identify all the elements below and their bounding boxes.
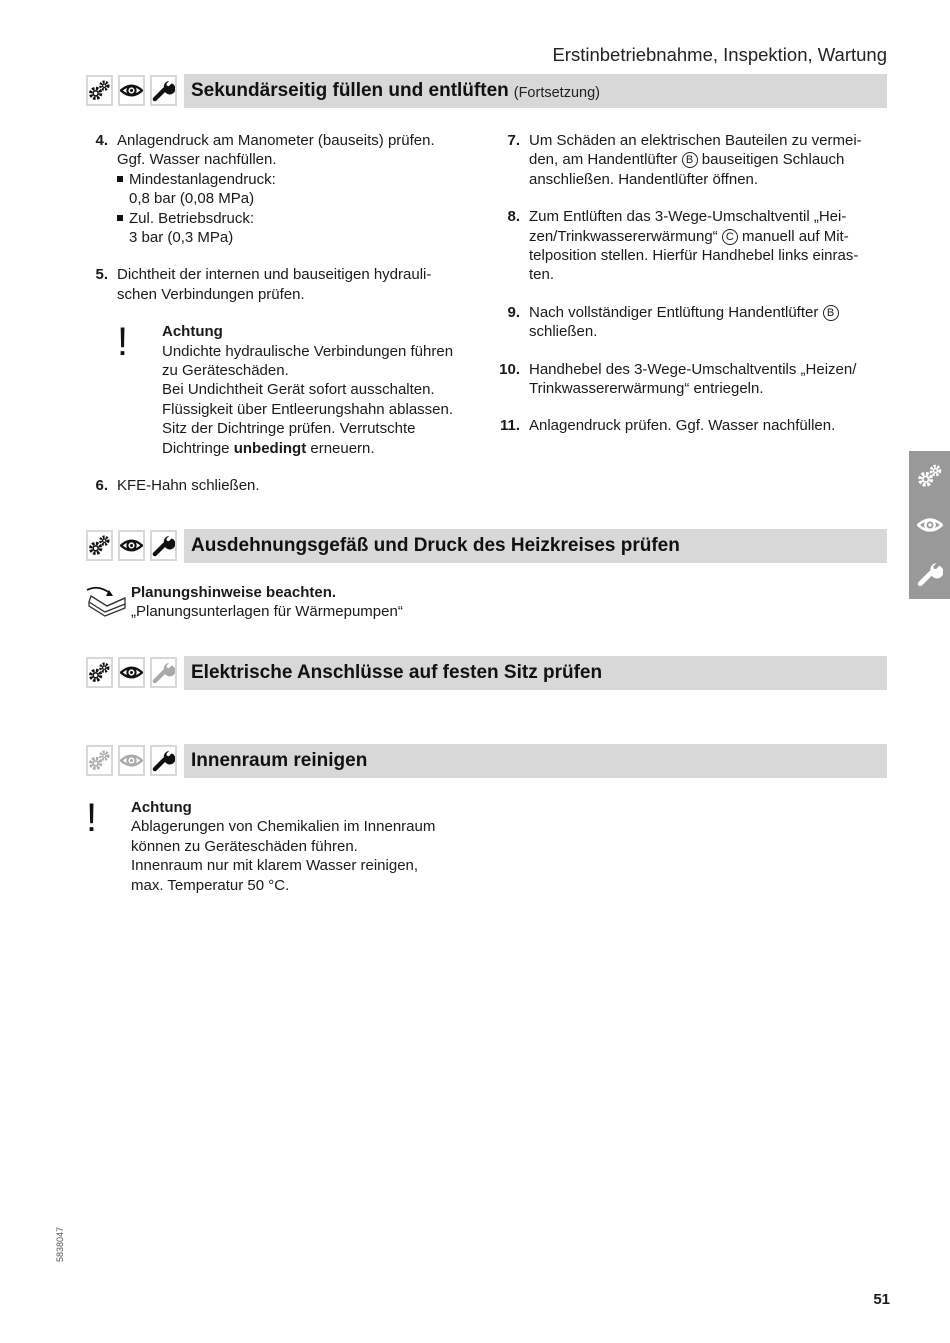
maintenance-icon-dimmed — [150, 657, 177, 688]
inspection-icon — [917, 512, 943, 538]
step-number: 5. — [95, 266, 108, 284]
step-8 — [498, 207, 893, 285]
step-6 — [86, 476, 486, 495]
maintenance-icon — [150, 75, 177, 106]
step-number: 6. — [95, 477, 108, 495]
section-icons — [86, 530, 177, 561]
step-text: Handhebel des 3-Wege-Umschaltventils „Heizen/ — [529, 360, 857, 378]
step-text — [529, 227, 858, 246]
ref-letter-b: B — [682, 152, 698, 168]
left-column — [86, 131, 486, 496]
maintenance-icon — [917, 561, 943, 587]
warning-line — [162, 439, 453, 458]
commissioning-icon — [917, 463, 943, 489]
step-9 — [498, 303, 893, 342]
step-5 — [86, 265, 486, 304]
page-number: 51 — [873, 1291, 890, 1308]
section-subtitle: (Fortsetzung) — [513, 84, 600, 101]
step-text: Ggf. Wasser nachfüllen. — [117, 151, 277, 169]
bullet-item — [117, 209, 435, 248]
step-text-part: bauseitigen Schlauch — [697, 151, 845, 169]
warning-line: können zu Geräteschäden führen. — [131, 837, 358, 855]
warning-mark-icon: ! — [117, 320, 129, 365]
planning-note-title: Planungshinweise beachten. — [131, 584, 337, 601]
step-text — [529, 303, 839, 322]
step-number: 4. — [95, 132, 108, 149]
section-title-bar — [184, 744, 887, 778]
planning-note-text: „Planungsunterlagen für Wärmepumpen“ — [131, 603, 403, 621]
step-number: 11. — [499, 417, 520, 435]
warning-line: max. Temperatur 50 °C. — [131, 876, 290, 894]
commissioning-icon — [86, 75, 113, 106]
section-title: Elektrische Anschlüsse auf festen Sitz prüfen — [191, 662, 603, 683]
step-text — [529, 150, 862, 169]
warning-text: erneuern. — [306, 439, 375, 457]
step-number: 7. — [507, 132, 520, 149]
bullet-square — [117, 215, 123, 221]
section-title-bar — [184, 74, 887, 108]
step-text-part: manuell auf Mit- — [737, 227, 849, 245]
step-text: Anlagendruck prüfen. Ggf. Wasser nachfüllen. — [529, 417, 836, 435]
step-text: Zum Entlüften das 3-Wege-Umschaltventil „Hei- — [529, 208, 847, 226]
inspection-icon-dimmed — [118, 745, 145, 776]
chapter-side-tab — [909, 451, 950, 599]
bullet-label: Mindestanlagendruck: — [129, 170, 276, 188]
inspection-icon — [118, 75, 145, 106]
step-text: KFE-Hahn schließen. — [117, 477, 260, 495]
section-title: Sekundärseitig füllen und entlüften — [191, 80, 509, 101]
section-icons — [86, 745, 177, 776]
warning-line: Sitz der Dichtringe prüfen. Verrutschte — [162, 420, 416, 438]
warning-line: zu Geräteschäden. — [162, 362, 289, 380]
warning-text: Dichtringe — [162, 439, 234, 457]
section-title: Ausdehnungsgefäß und Druck des Heizkreises prüfen — [191, 535, 680, 556]
inspection-icon — [118, 657, 145, 688]
bullet-value: 3 bar (0,3 MPa) — [129, 229, 234, 247]
book-pointer-icon — [85, 584, 129, 618]
step-text: Um Schäden an elektrischen Bauteilen zu vermei- — [529, 132, 862, 149]
step-text: anschließen. Handentlüfter öffnen. — [529, 170, 759, 188]
section-icons — [86, 75, 177, 106]
warning-title: Achtung — [131, 799, 192, 816]
warning-line: Undichte hydraulische Verbindungen führen — [162, 342, 454, 360]
step-text: Dichtheit der internen und bauseitigen hydrauli- — [117, 266, 432, 284]
maintenance-icon — [150, 745, 177, 776]
step-text: Anlagendruck am Manometer (bauseits) prüfen. — [117, 132, 435, 149]
step-text-part: zen/Trinkwassererwärmung“ — [529, 227, 722, 245]
warning-line: Flüssigkeit über Entleerungshahn ablassen. — [162, 400, 454, 418]
step-10 — [498, 360, 893, 399]
step-text: schließen. — [529, 323, 598, 341]
ref-letter-c: C — [722, 229, 738, 245]
section-icons — [86, 657, 177, 688]
warning-line: Ablagerungen von Chemikalien im Innenraum — [131, 818, 436, 836]
bullet-item — [117, 170, 435, 209]
warning-line: Innenraum nur mit klarem Wasser reinigen, — [131, 857, 419, 875]
step-7 — [498, 131, 893, 189]
running-header: Erstinbetriebnahme, Inspektion, Wartung — [552, 44, 887, 65]
maintenance-icon — [150, 530, 177, 561]
right-column — [498, 131, 893, 436]
commissioning-icon-dimmed — [86, 745, 113, 776]
commissioning-icon — [86, 530, 113, 561]
warning-mark-icon: ! — [86, 796, 98, 840]
warning-emphasis: unbedingt — [233, 439, 307, 457]
warning-line: Bei Undichtheit Gerät sofort ausschalten. — [162, 381, 435, 399]
commissioning-icon — [86, 657, 113, 688]
ref-letter-b: B — [823, 305, 839, 321]
step-11 — [498, 416, 893, 435]
warning-block — [117, 322, 486, 458]
planning-note — [131, 583, 403, 622]
bullet-value: 0,8 bar (0,08 MPa) — [129, 190, 255, 208]
step-text: Trinkwassererwärmung“ entriegeln. — [529, 380, 764, 398]
bullet-square — [117, 176, 123, 182]
step-4 — [86, 131, 486, 247]
step-text-part: den, am Handentlüfter — [529, 151, 682, 169]
step-number: 10. — [499, 360, 520, 378]
step-number: 8. — [507, 208, 520, 226]
section-title: Innenraum reinigen — [191, 750, 368, 771]
step-text: ten. — [529, 266, 555, 284]
step-text: telposition stellen. Hierfür Handhebel links einras- — [529, 247, 859, 265]
document-number: 5838047 — [55, 1226, 65, 1262]
step-number: 9. — [507, 303, 520, 321]
step-text-part: Nach vollständiger Entlüftung Handentlüfter — [529, 303, 823, 321]
step-text: schen Verbindungen prüfen. — [117, 285, 305, 303]
section-title-bar — [184, 529, 887, 563]
warning-title: Achtung — [162, 323, 223, 341]
inspection-icon — [118, 530, 145, 561]
section-title-bar — [184, 656, 887, 690]
warning-block — [86, 798, 435, 895]
bullet-label: Zul. Betriebsdruck: — [129, 209, 255, 227]
